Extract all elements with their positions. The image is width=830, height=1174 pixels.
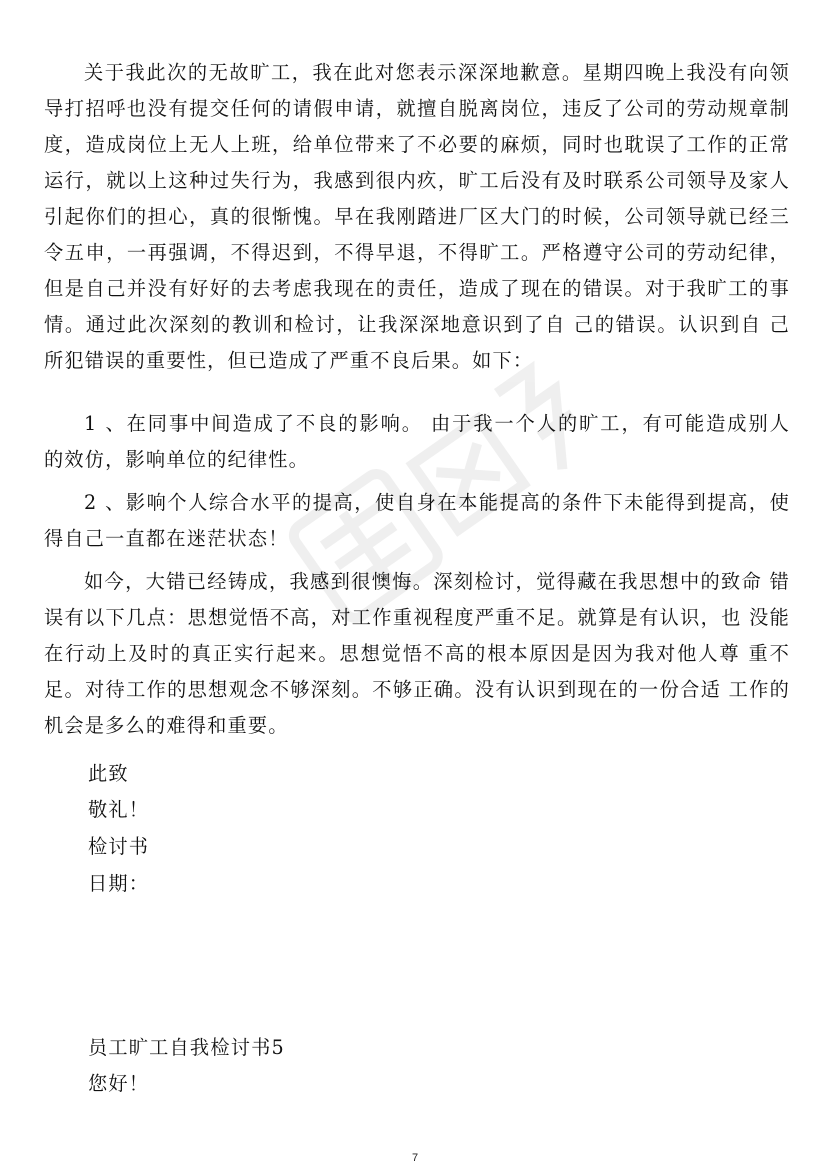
closing-doc-label: 检讨书: [88, 835, 150, 858]
closing-regards: 敬礼！: [88, 798, 150, 821]
paragraph-point-1: 1 、在同事中间造成了不良的影响。 由于我一个人的旷工，有可能造成别人 的效仿，影响单位的纪律性。: [44, 412, 798, 471]
closing-salutation: 此致: [88, 762, 129, 785]
paragraph-point-2: 2 、影响个人综合水平的提高，使自身在本能提高的条件下未能得到提高，使得自己一直都在迷茫状态！: [44, 491, 790, 550]
next-section-greeting: 您好！: [88, 1072, 150, 1095]
closing-date: 日期：: [88, 872, 150, 895]
paragraph-reflection: 如今，大错已经铸成，我感到很懊悔。深刻检讨，觉得藏在我思想中的致命 错误有以下几点：思想觉悟不高，对工作重视程度严重不足。就算是有认识，也 没能在行动上及时的真正实行起来。思想觉悟不高的根本原因是因为我对他人尊 重不足。对待工作的思想观念不够深刻。不够正确。没有认识到现在的一份合适 工作的机会是多么的难得和重要。: [44, 570, 790, 737]
page-number: 7: [411, 1152, 419, 1164]
next-section-title: 员工旷工自我检讨书5: [88, 1036, 285, 1059]
paragraph-apology: 关于我此次的无故旷工，我在此对您表示深深地歉意。星期四晚上我没有向领导打招呼也没有提交任何的请假申请，就擅自脱离岗位，违反了公司的劳动规章制度，造成岗位上无人上班，给单位带来了不必要的麻烦，同时也耽误了工作的正常运行，就以上这种过失行为，我感到很内疚，旷工后没有及时联系公司领导及家人引起你们的担心，真的很惭愧。早在我刚踏进厂区大门的时候，公司领导就已经三令五申，一再强调，不得迟到，不得早退，不得旷工。严格遵守公司的劳动纪律，但是自己并没有好好的去考虑我现在的责任，造成了现在的错误。对于我旷工的事情。通过此次深刻的教训和检讨，让我深深地意识到了自 己的错误。认识到自 己所犯错误的重要性，但已造成了严重不良后果。如下：: [44, 61, 790, 372]
